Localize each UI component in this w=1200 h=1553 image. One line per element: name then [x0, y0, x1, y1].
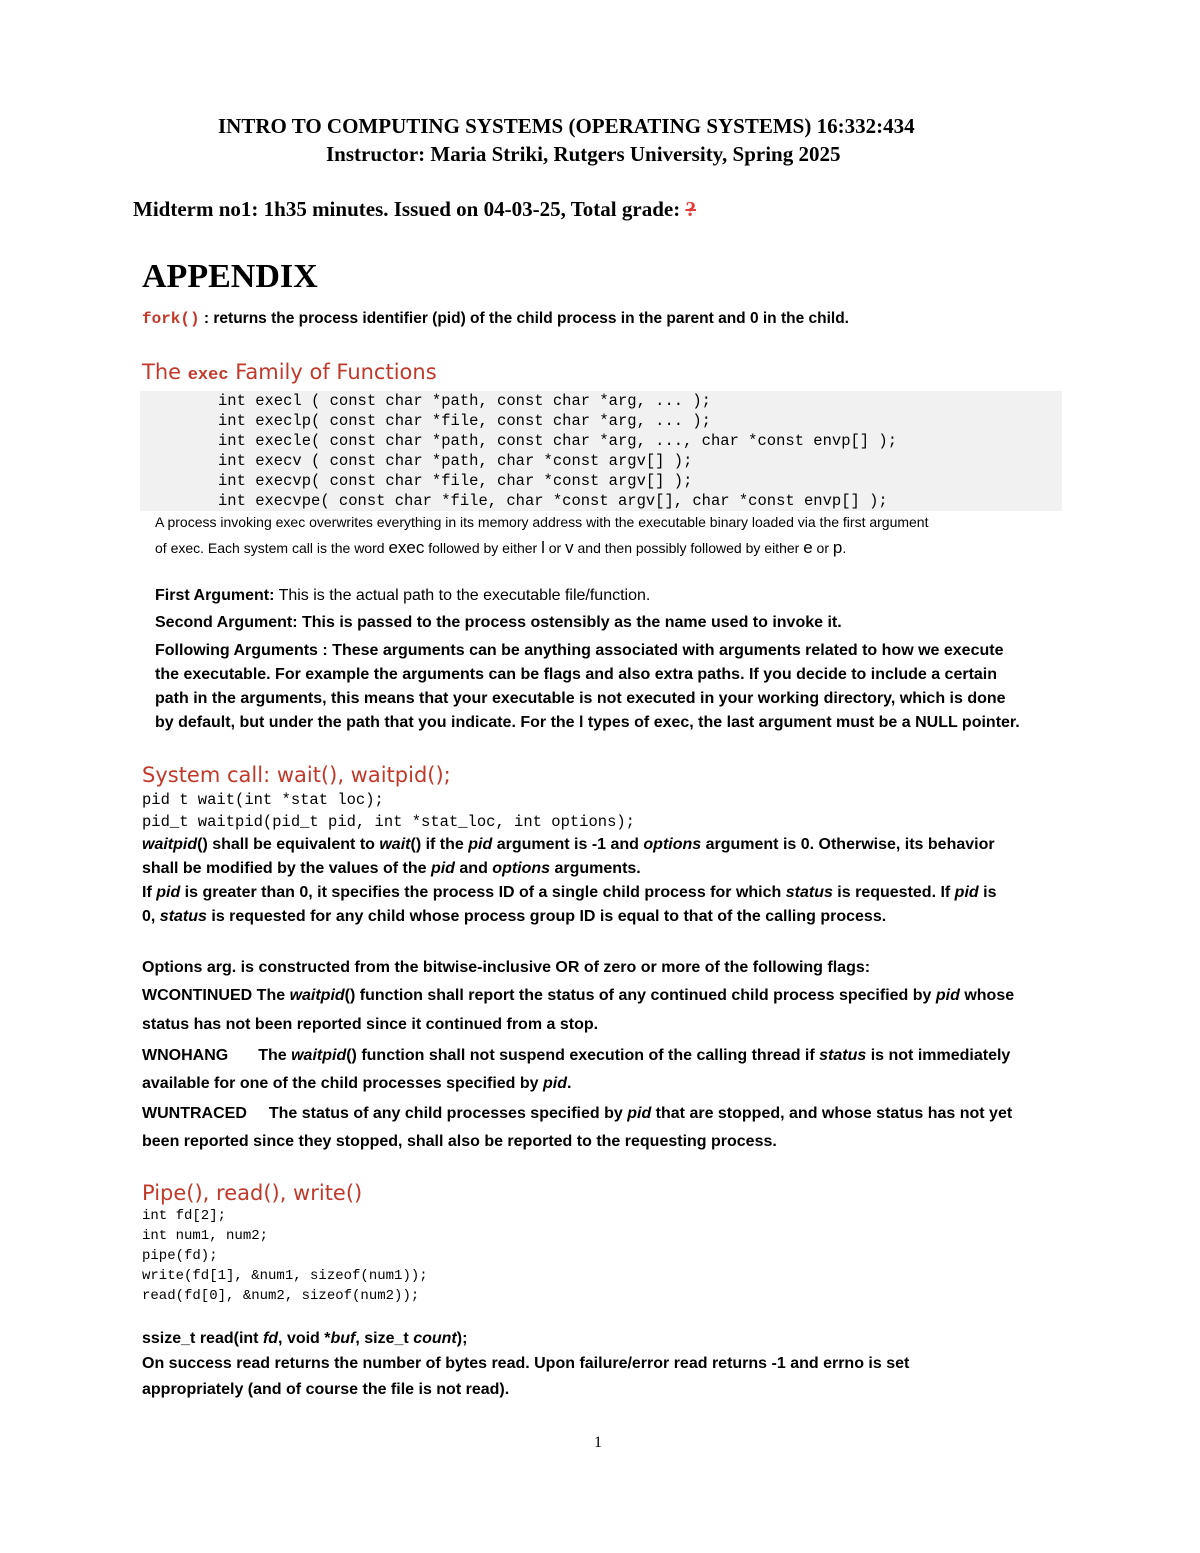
page-number: 1	[594, 1434, 602, 1451]
exec-description-line1: A process invoking exec overwrites everything in its memory address with the executable binary loaded via the first argument	[155, 514, 929, 530]
total-grade: ?	[685, 197, 696, 221]
wcontinued-line1: WCONTINUED The waitpid() function shall report the status of any continued child process specified by pid whose	[142, 987, 1015, 1004]
exec-description-line2: of exec. Each system call is the word exec followed by either l or v and then possibly followed by either e or p.	[155, 538, 847, 557]
wuntraced-line2: been reported since they stopped, shall also be reported to the requesting process.	[142, 1133, 777, 1150]
following-arguments-line1: Following Arguments : These arguments can be anything associated with arguments related to how we execute	[155, 642, 1004, 659]
exec-signature: int execvp( const char *file, char *const argv[] );	[218, 472, 693, 490]
wuntraced-line1: WUNTRACED The status of any child processes specified by pid that are stopped, and whose status has not yet	[142, 1105, 1013, 1122]
pipe-code-line: int fd[2];	[142, 1208, 227, 1224]
waitpid-paragraph2-line1: If pid is greater than 0, it specifies the process ID of a single child process for which status is requested. If pid is	[142, 884, 997, 901]
wnohang-line2: available for one of the child processes specified by pid.	[142, 1075, 572, 1092]
waitpid-paragraph2-line2: 0, status is requested for any child whose process group ID is equal to that of the calling process.	[142, 908, 887, 925]
following-arguments-line4: by default, but under the path that you indicate. For the l types of exec, the last argument must be a NULL pointer.	[155, 714, 1020, 731]
read-signature: ssize_t read(int fd, void *buf, size_t count);	[142, 1330, 468, 1347]
pipe-section-title: Pipe(), read(), write()	[142, 1181, 363, 1205]
exec-signature: int execl ( const char *path, const char *arg, ... );	[218, 392, 711, 410]
wait-section-title: System call: wait(), waitpid();	[142, 763, 451, 787]
fork-text: returns the process identifier (pid) of the child process in the parent and 0 in the child.	[213, 310, 849, 327]
following-arguments-line2: the executable. For example the arguments can be flags and also extra paths. If you decide to include a certain	[155, 666, 998, 683]
wait-signature: pid t wait(int *stat loc);	[142, 791, 384, 809]
pipe-code-line: pipe(fd);	[142, 1248, 218, 1264]
appendix-heading: APPENDIX	[142, 258, 318, 295]
midterm-info: Midterm no1: 1h35 minutes. Issued on 04-03-25, Total grade:	[133, 197, 686, 221]
wcontinued-line2: status has not been reported since it continued from a stop.	[142, 1016, 599, 1033]
pipe-code-line: write(fd[1], &num1, sizeof(num1));	[142, 1268, 428, 1284]
wuntraced-label: WUNTRACED	[142, 1105, 247, 1122]
wnohang-label: WNOHANG	[142, 1047, 229, 1064]
waitpid-signature: pid_t waitpid(pid_t pid, int *stat_loc, int options);	[142, 813, 635, 831]
read-description-line1: On success read returns the number of bytes read. Upon failure/error read returns -1 and errno is set	[142, 1355, 910, 1372]
instructor-line: Instructor: Maria Striki, Rutgers University, Spring 2025	[326, 142, 841, 166]
exec-signature: int execv ( const char *path, char *const argv[] );	[218, 452, 693, 470]
waitpid-paragraph1-line2: shall be modified by the values of the pid and options arguments.	[142, 860, 641, 877]
exec-signature: int execvpe( const char *file, char *const argv[], char *const envp[] );	[218, 492, 888, 510]
exec-signature: int execle( const char *path, const char *arg, ..., char *const envp[] );	[218, 432, 898, 450]
following-arguments-line3: path in the arguments, this means that your executable is not executed in your working directory, which is done	[155, 690, 1006, 707]
second-argument-label: Second Argument:	[155, 614, 298, 631]
read-description-line2: appropriately (and of course the file is not read).	[142, 1381, 510, 1398]
pipe-code-line: int num1, num2;	[142, 1228, 269, 1244]
following-arguments-label: Following Arguments	[155, 642, 318, 659]
exec-signature: int execlp( const char *file, const char *arg, ... );	[218, 412, 711, 430]
wcontinued-label: WCONTINUED	[142, 987, 253, 1004]
first-argument-label: First Argument:	[155, 587, 275, 604]
fork-description: fork() : returns the process identifier (pid) of the child process in the parent and 0 in the child.	[142, 310, 849, 328]
second-argument: Second Argument: This is passed to the process ostensibly as the name used to invoke it.	[155, 614, 842, 631]
wnohang-line1: WNOHANG The waitpid() function shall not suspend execution of the calling thread if status is not immediately	[142, 1047, 1011, 1064]
pipe-code-line: read(fd[0], &num2, sizeof(num2));	[142, 1288, 420, 1304]
options-intro: Options arg. is constructed from the bitwise-inclusive OR of zero or more of the following flags:	[142, 959, 871, 976]
fork-name: fork()	[142, 310, 200, 328]
waitpid-paragraph1-line1: waitpid() shall be equivalent to wait() if the pid argument is -1 and options argument is 0. Otherwise, its behavior	[142, 836, 995, 853]
midterm-line	[133, 197, 696, 222]
exec-section-title: The exec Family of Functions	[142, 360, 437, 385]
first-argument: First Argument: This is the actual path to the executable file/function.	[155, 587, 651, 604]
exec-signatures-block	[140, 391, 1062, 511]
course-title: INTRO TO COMPUTING SYSTEMS (OPERATING SYSTEMS) 16:332:434	[218, 114, 915, 138]
